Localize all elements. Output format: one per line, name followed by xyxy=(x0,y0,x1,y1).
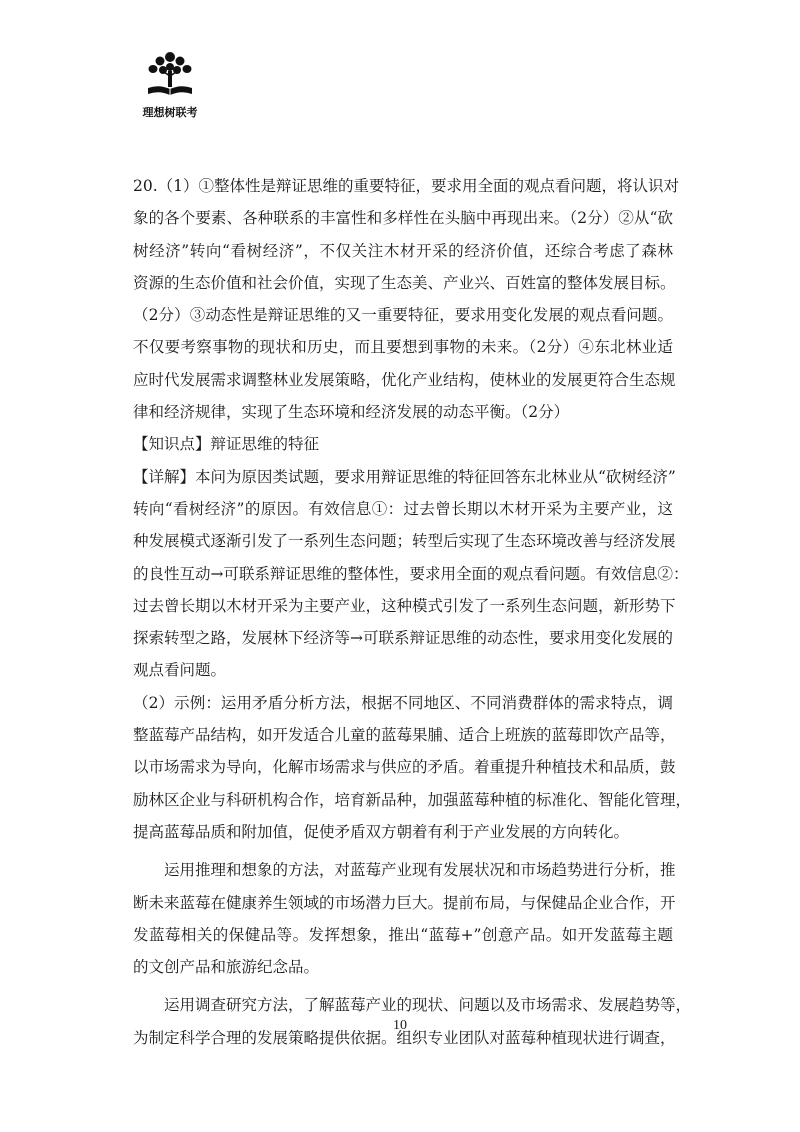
detail-explanation xyxy=(133,461,689,687)
text-line: 的文创产品和旅游纪念品。 xyxy=(133,958,320,977)
text-line: 资源的生态价值和社会价值，实现了生态美、产业兴、百姓富的整体发展目标。 xyxy=(133,273,676,292)
text-line: 应时代发展需求调整林业发展策略，优化产业结构，使林业的发展更符合生态规 xyxy=(133,370,676,389)
text-line: 励林区企业与科研机构合作，培育新品种，加强蓝莓种植的标准化、智能化管理， xyxy=(133,790,692,809)
text-line: 律和经济规律，实现了生态环境和经济发展的动态平衡。（2分） xyxy=(133,403,570,422)
text-line: （2）示例：运用矛盾分析方法，根据不同地区、不同消费群体的需求特点，调 xyxy=(133,693,673,712)
text-line: 运用推理和想象的方法，对蓝莓产业现有发展状况和市场趋势进行分析，推 xyxy=(164,861,676,880)
text-line: 树经济”转向“看树经济”，不仅关注木材开采的经济价值，还综合考虑了森林 xyxy=(133,241,673,260)
text-line: 断未来蓝莓在健康养生领域的市场潜力巨大。提前布局，与保健品企业合作，开 xyxy=(133,893,676,912)
knowledge-point xyxy=(133,428,673,460)
text-line: 象的各个要素、各种联系的丰富性和多样性在头脑中再现出来。（2分）②从“砍 xyxy=(133,209,673,228)
text-line: 发蓝莓相关的保健品等。发挥想象，推出“蓝莓+”创意产品。如开发蓝莓主题 xyxy=(133,925,673,944)
text-line: 探索转型之路，发展林下经济等→可联系辩证思维的动态性，要求用变化发展的 xyxy=(133,629,673,648)
text-line: 的良性互动→可联系辩证思维的整体性，要求用全面的观点看问题。有效信息②： xyxy=(133,564,689,583)
text-line: 观点看问题。 xyxy=(133,661,227,680)
header-logo xyxy=(132,50,208,120)
text-line: 以市场需求为导向，化解市场需求与供应的矛盾。着重提升种植技术和品质，鼓 xyxy=(133,758,676,777)
question-20-part-2 xyxy=(133,687,692,848)
text-line: 转向“看树经济”的原因。有效信息①：过去曾长期以木材开采为主要产业，这 xyxy=(133,499,673,518)
text-line: 整蓝莓产品结构，如开发适合儿童的蓝莓果脯、适合上班族的蓝莓即饮产品等， xyxy=(133,726,676,745)
text-line: 20.（1）①整体性是辩证思维的重要特征，要求用全面的观点看问题，将认识对 xyxy=(133,177,680,195)
reasoning-paragraph xyxy=(133,854,676,983)
text-line: （2分）③动态性是辩证思维的又一重要特征，要求用变化发展的观点看问题。 xyxy=(133,306,673,325)
text-line: 提高蓝莓品质和附加值，促使矛盾双方朝着有利于产业发展的方向转化。 xyxy=(133,822,630,841)
question-20-part-1 xyxy=(133,170,680,428)
text-line: 种发展模式逐渐引发了一系列生态问题；转型后实现了生态环境改善与经济发展 xyxy=(133,532,676,551)
text-line: 过去曾长期以木材开采为主要产业，这种模式引发了一系列生态问题，新形势下 xyxy=(133,596,676,615)
logo-text: 理想树联考 xyxy=(142,106,198,119)
text-line: 【详解】本问为原因类试题，要求用辩证思维的特征回答东北林业从“砍树经济” xyxy=(133,467,676,486)
text-line: 不仅要考察事物的现状和历史，而且要想到事物的未来。（2分）④东北林业适 xyxy=(133,338,673,357)
knowledge-point-line: 【知识点】辩证思维的特征 xyxy=(133,435,320,454)
text-line: 为制定科学合理的发展策略提供依据。组织专业团队对蓝莓种植现状进行调查， xyxy=(133,1028,676,1047)
answer-content xyxy=(133,170,692,1054)
tree-book-icon xyxy=(144,50,196,100)
page-number: 10 xyxy=(393,1018,407,1033)
text-line: 运用调查研究方法，了解蓝莓产业的现状、问题以及市场需求、发展趋势等， xyxy=(164,996,692,1015)
